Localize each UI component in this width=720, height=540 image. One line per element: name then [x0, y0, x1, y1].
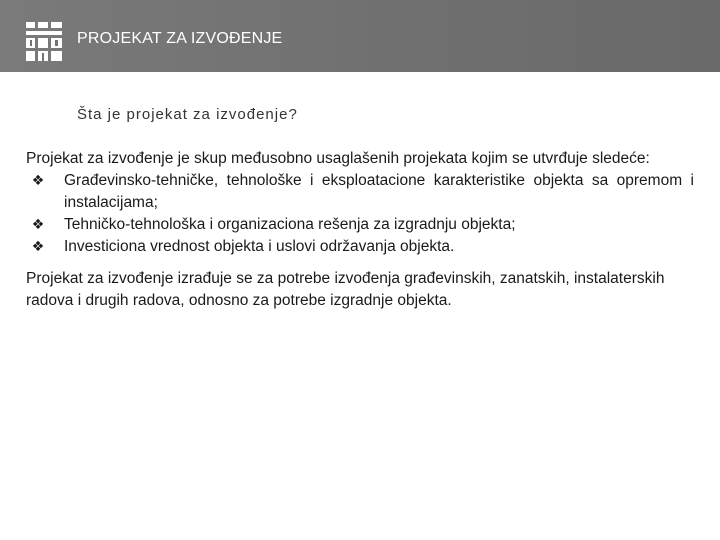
bullet-text: Investiciona vrednost objekta i uslovi održavanja objekta.: [64, 238, 455, 255]
list-item: [26, 214, 694, 236]
bullet-text: Građevinsko-tehničke, tehnološke i eksploatacione karakteristike objekta sa opremom i instalacijama;: [64, 172, 694, 211]
page-title: PROJEKAT ZA IZVOĐENJE: [77, 30, 283, 47]
diamond-bullet-icon: ❖: [31, 239, 45, 255]
header-bar: [0, 0, 720, 72]
content-body: [26, 148, 694, 312]
intro-paragraph: Projekat za izvođenje je skup međusobno usaglašenih projekata kojim se utvrđuje sledeće:: [26, 150, 650, 167]
building-logo-icon: [24, 20, 64, 62]
bullet-text: Tehničko-tehnološka i organizaciona rešenja za izgradnju objekta;: [64, 216, 516, 233]
bullet-list: [26, 170, 694, 258]
closing-paragraph: Projekat za izvođenje izrađuje se za potrebe izvođenja građevinskih, zanatskih, instalaterskih radova i drugih radova, odnosno za potrebe izgradnje objekta.: [26, 270, 665, 309]
diamond-bullet-icon: ❖: [31, 173, 45, 189]
slide-subtitle: Šta je projekat za izvođenje?: [77, 106, 298, 123]
list-item: [26, 170, 694, 214]
diamond-bullet-icon: ❖: [31, 217, 45, 233]
list-item: [26, 236, 694, 258]
